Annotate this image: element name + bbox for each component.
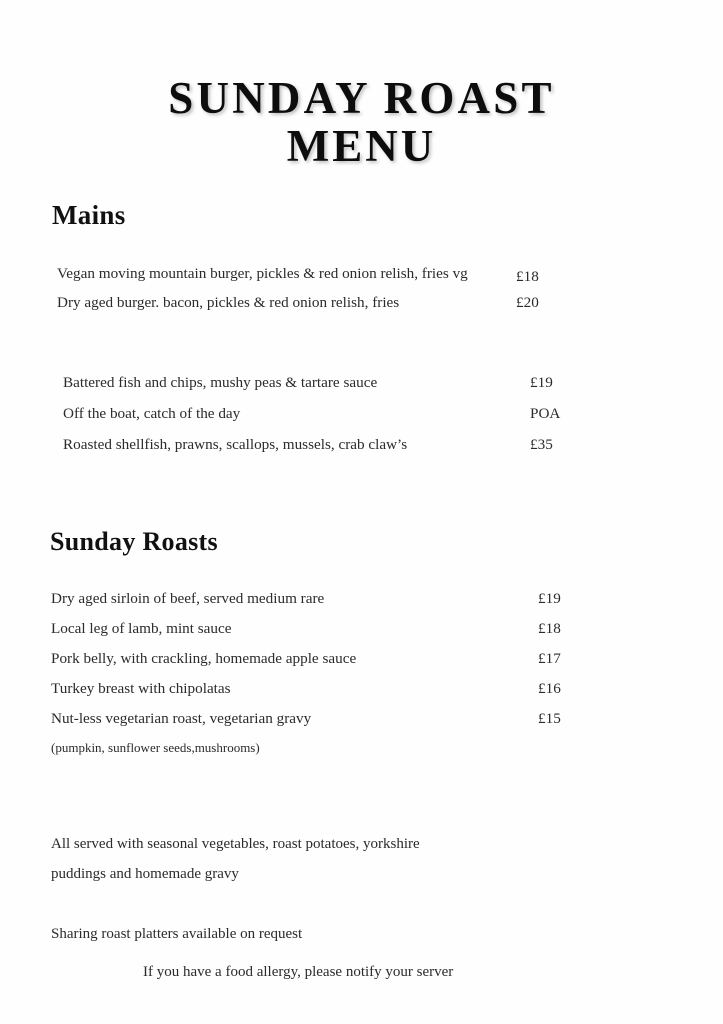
section-heading-mains: Mains xyxy=(52,200,126,231)
menu-item-price: £20 xyxy=(516,294,539,312)
menu-item-subnote: (pumpkin, sunflower seeds,mushrooms) xyxy=(51,740,260,756)
page-title xyxy=(0,30,723,170)
menu-item-row xyxy=(57,288,723,317)
menu-item-price: £19 xyxy=(530,374,553,392)
menu-item-name: Dry aged burger. bacon, pickles & red onion relish, fries xyxy=(57,294,400,312)
menu-item-price: £19 xyxy=(538,590,561,608)
menu-item-row xyxy=(51,674,723,704)
section-sunday-roasts xyxy=(0,527,723,761)
page-title-line-2: MENU xyxy=(286,121,437,172)
section-heading-sunday-roasts: Sunday Roasts xyxy=(50,527,218,557)
menu-item-row xyxy=(63,398,723,429)
menu-item-row xyxy=(57,259,723,288)
footnote-served-with-line-2: puddings and homemade gravy xyxy=(51,866,239,883)
menu-item-row xyxy=(51,704,723,734)
menu-item-name: Off the boat, catch of the day xyxy=(63,405,241,423)
menu-group-roasts xyxy=(0,584,723,761)
menu-item-name: Dry aged sirloin of beef, served medium rare xyxy=(51,590,325,608)
page-title-line-1: SUNDAY ROAST xyxy=(168,73,555,124)
menu-item-price: £16 xyxy=(538,680,561,698)
menu-item-name: Local leg of lamb, mint sauce xyxy=(51,620,232,638)
footnote-served-with xyxy=(51,829,723,889)
menu-item-name: Vegan moving mountain burger, pickles & red onion relish, fries vg xyxy=(57,265,468,283)
menu-item-name: Turkey breast with chipolatas xyxy=(51,680,231,698)
menu-item-name: Nut-less vegetarian roast, vegetarian gravy xyxy=(51,710,312,728)
footnote-allergy-notice: If you have a food allergy, please notify your server xyxy=(143,964,454,981)
section-mains xyxy=(0,200,723,460)
menu-item-row xyxy=(51,584,723,614)
menu-group-burgers xyxy=(0,259,723,317)
menu-item-row xyxy=(63,429,723,460)
footnotes xyxy=(0,829,723,987)
menu-item-row xyxy=(51,614,723,644)
footnote-sharing-platters: Sharing roast platters available on request xyxy=(51,926,303,943)
menu-item-price: POA xyxy=(530,405,561,423)
menu-item-row xyxy=(51,644,723,674)
menu-item-name: Battered fish and chips, mushy peas & tartare sauce xyxy=(63,374,378,392)
menu-item-row xyxy=(63,367,723,398)
menu-group-seafood xyxy=(0,367,723,460)
menu-item-price: £15 xyxy=(538,710,561,728)
menu-item-name: Roasted shellfish, prawns, scallops, mussels, crab claw’s xyxy=(63,436,408,454)
menu-item-price: £18 xyxy=(516,268,539,286)
menu-item-price: £35 xyxy=(530,436,553,454)
menu-item-price: £18 xyxy=(538,620,561,638)
menu-item-name: Pork belly, with crackling, homemade apple sauce xyxy=(51,650,357,668)
footnote-served-with-line-1: All served with seasonal vegetables, roast potatoes, yorkshire xyxy=(51,836,420,853)
menu-item-price: £17 xyxy=(538,650,561,668)
